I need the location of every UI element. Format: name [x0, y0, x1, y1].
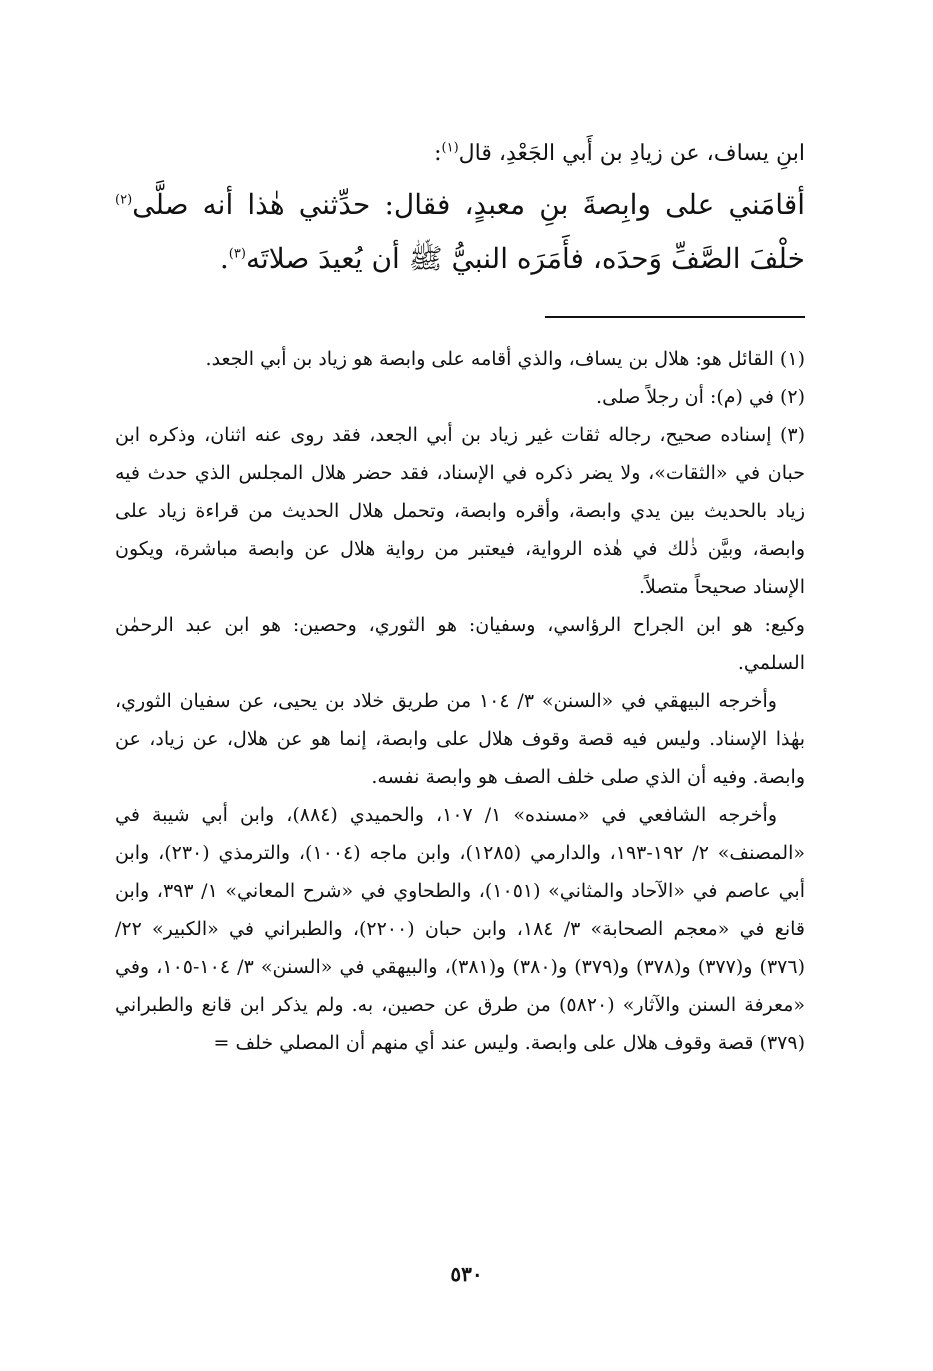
- intro-text: ابنِ يساف، عن زيادِ بن أَبي الجَعْدِ، قال: [458, 141, 805, 166]
- main-text-block: [115, 130, 805, 286]
- footnotes-section: [115, 340, 805, 1062]
- page-number: ٥٣٠: [450, 1262, 483, 1286]
- footnote-2: (٢) في (م): أن رجلاً صلى.: [596, 386, 805, 408]
- hadith-part-1: أقامَني على وابِصةَ بنِ معبدٍ، فقال: حدِّثني هٰذا أنه صلَّى: [132, 188, 805, 221]
- hadith-text: [115, 178, 805, 286]
- footnote-3: (٣) إسناده صحيح، رجاله ثقات غير زياد بن أبي الجعد، فقد روى عنه اثنان، وذكره ابن حبان في «الثقات»، ولا يضر ذكره في الإسناد، فقد حضر هلال المجلس الذي حدث فيه زياد بالحديث بين يدي وابصة، وأقره وابصة، وتحمل هلال الحديث من قراءة زياد على وابصة، وبيَّن ذٰلك في هٰذه الرواية، فيعتبر من رواية هلال عن وابصة مباشرة، ويكون الإسناد صحيحاً متصلاً.: [115, 424, 805, 598]
- intro-line: [115, 130, 805, 178]
- footnote-3-takhrij: وأخرجه الشافعي في «مسنده» ١/ ١٠٧، والحميدي (٨٨٤)، وابن أبي شيبة في «المصنف» ٢/ ١٩٢-١٩٣، والدارمي (١٢٨٥)، وابن ماجه (١٠٠٤)، والترمذي (٢٣٠)، وابن أبي عاصم في «الآحاد والمثاني» (١٠٥١)، والطحاوي في «شرح المعاني» ١/ ٣٩٣، وابن قانع في «معجم الصحابة» ٣/ ١٨٤، وابن حبان (٢٢٠٠)، والطبراني في «الكبير» ٢٢/ (٣٧٦) و(٣٧٧) و(٣٧٨) و(٣٧٩) و(٣٨٠) و(٣٨١)، والبيهقي في «السنن» ٣/ ١٠٤-١٠٥، وفي «معرفة السنن والآثار» (٥٨٢٠) من طرق عن حصين، به. ولم يذكر ابن قانع والطبراني (٣٧٩) قصة وقوف هلال على وابصة. وليس عند أي منهم أن المصلي خلف =: [115, 804, 806, 1054]
- intro-colon: :: [434, 141, 442, 166]
- hadith-part-2: خلْفَ الصَّفِّ وَحدَه، فأَمَرَه النبيُّ ﷺ أن يُعيدَ صلاتَه: [245, 242, 805, 275]
- footnote-ref-1[interactable]: (١): [441, 140, 459, 156]
- footnote-ref-2[interactable]: (٢): [115, 192, 133, 208]
- footnote-3-bayhaqi: وأخرجه البيهقي في «السنن» ٣/ ١٠٤ من طريق خلاد بن يحيى، عن سفيان الثوري، بهٰذا الإسناد. وليس فيه قصة وقوف هلال على وابصة، إنما هو عن هلال، عن زياد، عن وابصة. وفيه أن الذي صلى خلف الصف هو وابصة نفسه.: [115, 690, 805, 788]
- footnote-1: (١) القائل هو: هلال بن يساف، والذي أقامه على وابصة هو زياد بن أبي الجعد.: [205, 348, 805, 370]
- footnote-ref-3[interactable]: (٣): [228, 246, 246, 262]
- footnote-3-narrators: وكيع: هو ابن الجراح الرؤاسي، وسفيان: هو الثوري، وحصين: هو ابن عبد الرحمٰن السلمي.: [115, 614, 805, 674]
- hadith-period: .: [219, 242, 229, 275]
- footnote-separator: [545, 316, 805, 318]
